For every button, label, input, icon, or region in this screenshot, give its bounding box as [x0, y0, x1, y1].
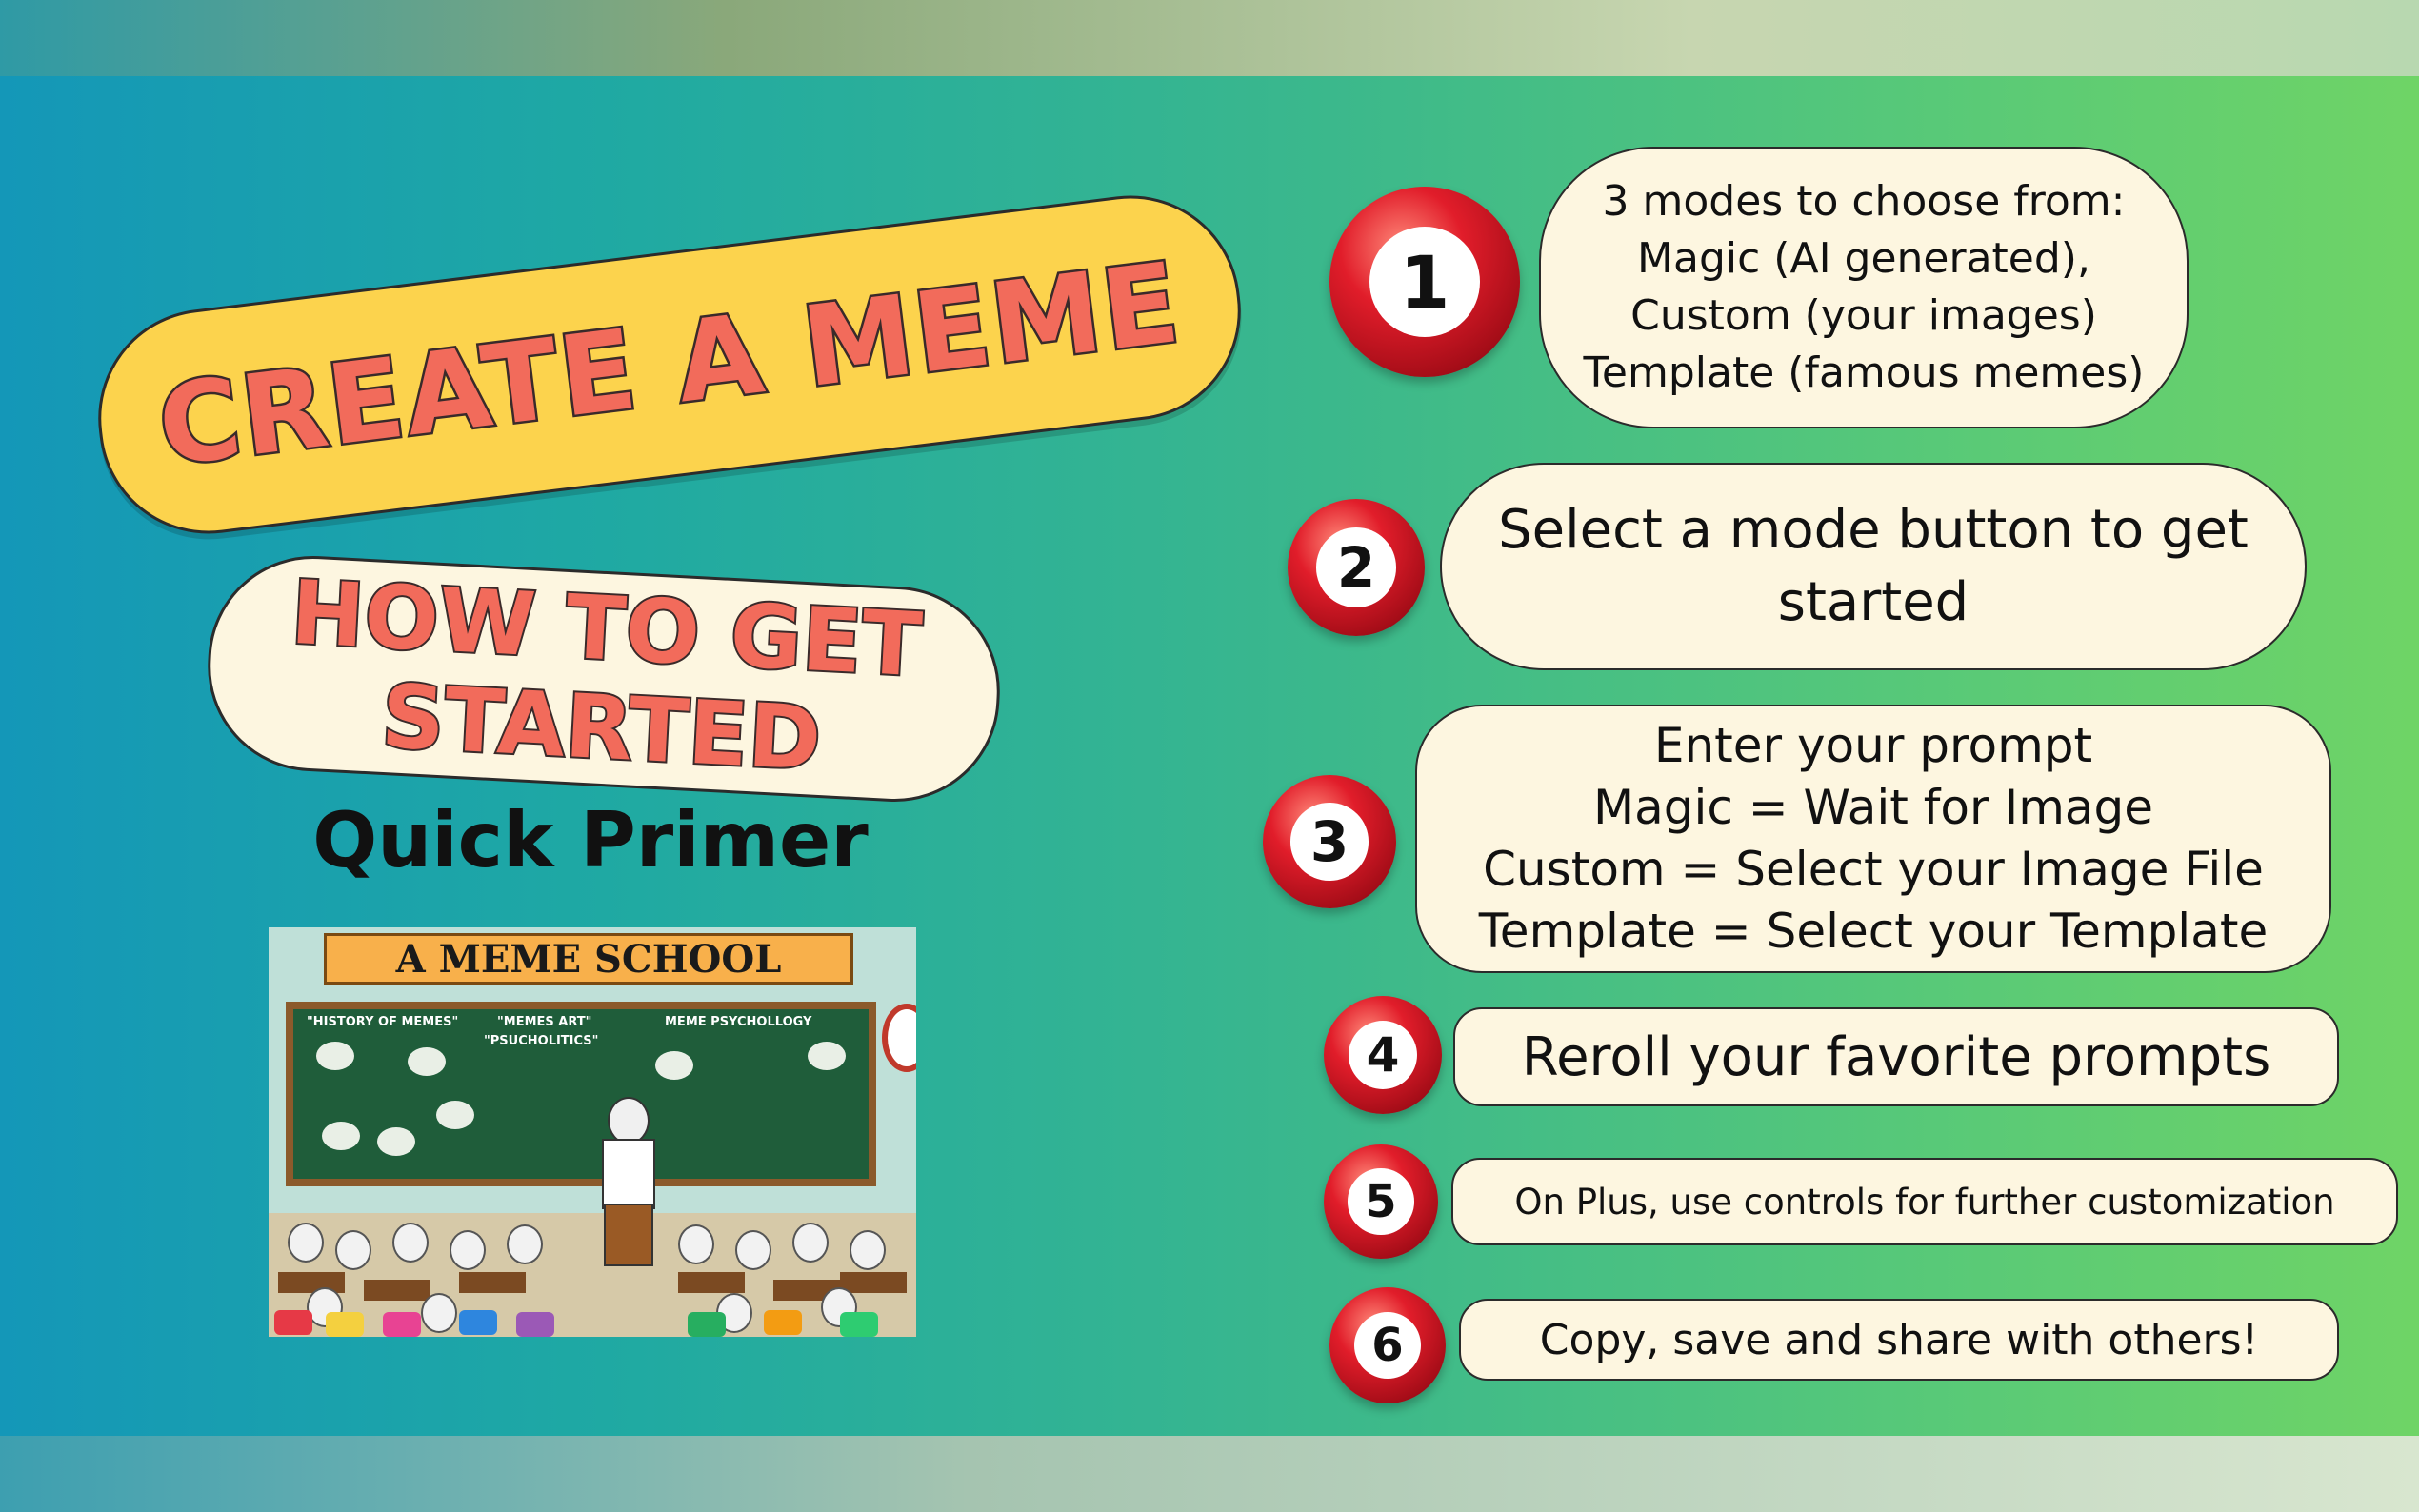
board-doodle	[655, 1051, 693, 1080]
student-shirt	[326, 1312, 364, 1337]
step-text: Template (famous memes)	[1583, 348, 2145, 397]
step-text: Custom = Select your Image File	[1483, 842, 2264, 897]
student-shirt	[383, 1312, 421, 1337]
student-figure	[678, 1224, 714, 1264]
board-doodle	[436, 1101, 474, 1129]
step-2-card	[1440, 463, 2307, 670]
step-5-number-icon	[1324, 1144, 1438, 1259]
step-text: Custom (your images)	[1630, 291, 2097, 340]
illustration-banner: A MEME SCHOOL	[324, 933, 853, 985]
step-text: Reroll your favorite prompts	[1521, 1025, 2271, 1088]
student-figure	[450, 1230, 486, 1270]
subtitle-line-1: HOW TO GET	[288, 561, 925, 697]
meme-school-illustration	[269, 927, 916, 1337]
step-number: 5	[1348, 1168, 1414, 1235]
student-desk	[678, 1272, 745, 1293]
board-label: "MEMES ART"	[497, 1015, 592, 1029]
board-doodle	[808, 1042, 846, 1070]
step-text: Select a mode button to get	[1498, 499, 2249, 561]
step-number: 1	[1369, 227, 1480, 337]
board-doodle	[316, 1042, 354, 1070]
board-doodle	[377, 1127, 415, 1156]
step-6-number-icon	[1329, 1287, 1446, 1403]
quick-primer-heading: Quick Primer	[312, 796, 869, 885]
step-6-card	[1459, 1299, 2339, 1381]
board-doodle	[322, 1122, 360, 1150]
board-label: "HISTORY OF MEMES"	[307, 1015, 459, 1029]
page-title: CREATE A MEME	[151, 238, 1188, 491]
step-text: Copy, save and share with others!	[1539, 1315, 2259, 1364]
student-figure	[335, 1230, 371, 1270]
student-figure	[735, 1230, 771, 1270]
step-number: 4	[1349, 1021, 1417, 1089]
step-text: started	[1777, 571, 1969, 633]
step-number: 3	[1290, 803, 1368, 880]
teacher-figure	[602, 1139, 655, 1209]
step-1-card	[1539, 147, 2189, 428]
step-number: 6	[1354, 1312, 1422, 1380]
step-4-card	[1453, 1007, 2339, 1106]
student-figure	[792, 1223, 829, 1263]
step-text: On Plus, use controls for further customization	[1514, 1181, 2335, 1223]
bottom-letterbox	[0, 1436, 2419, 1512]
step-text: Magic (AI generated),	[1637, 234, 2090, 283]
student-desk	[459, 1272, 526, 1293]
step-number: 2	[1316, 527, 1396, 607]
student-figure	[392, 1223, 429, 1263]
step-text: Template = Select your Template	[1478, 904, 2269, 959]
step-3-card	[1415, 705, 2331, 973]
step-text: Magic = Wait for Image	[1592, 780, 2154, 835]
board-label: "PSUCHOLITICS"	[484, 1034, 599, 1048]
board-label: MEME PSYCHOLLOGY	[665, 1015, 812, 1029]
student-shirt	[459, 1310, 497, 1335]
student-shirt	[764, 1310, 802, 1335]
chalkboard	[286, 1002, 876, 1186]
student-figure	[850, 1230, 886, 1270]
board-doodle	[408, 1047, 446, 1076]
top-letterbox	[0, 0, 2419, 76]
step-text: Enter your prompt	[1653, 718, 2093, 773]
student-shirt	[274, 1310, 312, 1335]
step-text: 3 modes to choose from:	[1602, 177, 2126, 226]
student-figure	[507, 1224, 543, 1264]
student-shirt	[840, 1312, 878, 1337]
student-shirt	[516, 1312, 554, 1337]
student-desk	[840, 1272, 907, 1293]
step-5-card	[1451, 1158, 2398, 1245]
clock-icon	[882, 1004, 916, 1072]
subtitle-banner	[203, 550, 1006, 806]
teacher-figure	[604, 1204, 653, 1266]
teacher-figure	[608, 1097, 650, 1144]
step-3-number-icon	[1263, 775, 1396, 908]
subtitle-line-2: STARTED	[378, 665, 824, 790]
student-desk	[364, 1280, 430, 1301]
student-figure	[421, 1293, 457, 1333]
step-1-number-icon	[1329, 187, 1520, 377]
step-4-number-icon	[1324, 996, 1442, 1114]
student-shirt	[688, 1312, 726, 1337]
student-figure	[288, 1223, 324, 1263]
step-2-number-icon	[1288, 499, 1425, 636]
